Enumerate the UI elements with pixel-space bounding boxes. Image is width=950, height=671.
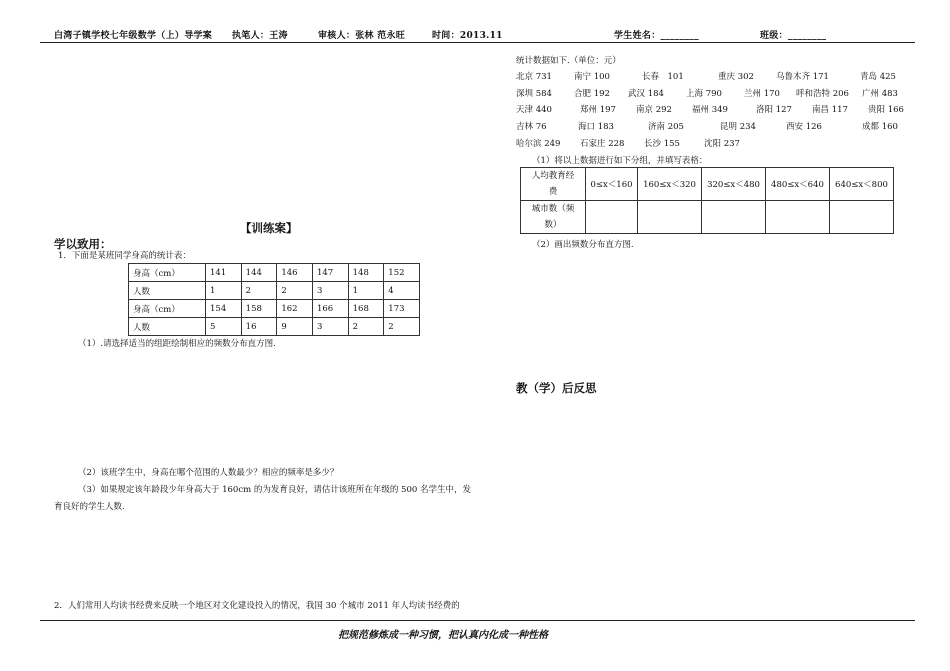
table-cell: 5 [206, 318, 242, 336]
table-cell: 1 [348, 282, 384, 300]
header-author: 执笔人：王涛 [232, 31, 288, 41]
range-cell: 320≤x＜480 [702, 168, 766, 201]
city-entry: 沈阳 237 [704, 139, 740, 149]
city-entry: 南昌 117 [812, 105, 848, 115]
table-cell: 人数 [129, 318, 206, 336]
answer-cell[interactable] [702, 201, 766, 234]
header-reviewers: 审核人：张林 范永旺 [318, 31, 406, 41]
city-entry: 呼和浩特 206 [796, 89, 849, 99]
q1-part1: （1）.请选择适当的组距绘制相应的频数分布直方图. [78, 339, 276, 349]
table-cell: 148 [348, 264, 384, 282]
city-entry: 广州 483 [862, 89, 898, 99]
table-row [129, 318, 420, 336]
city-entry: 福州 349 [692, 105, 728, 115]
q1-part2: （2）该班学生中，身高在哪个范围的人数最少？相应的频率是多少？ [78, 468, 339, 478]
city-entry: 长春 101 [642, 72, 684, 82]
header-class: 班级：________ [760, 31, 827, 41]
city-entry: 吉林 76 [516, 122, 547, 132]
table-head-line: 数） [544, 220, 562, 230]
city-entry: 石家庄 228 [580, 139, 625, 149]
city-entry: 南京 292 [636, 105, 672, 115]
range-cell: 640≤x＜800 [829, 168, 893, 201]
height-table [128, 263, 420, 336]
city-entry: 贵阳 166 [868, 105, 904, 115]
range-cell: 480≤x＜640 [766, 168, 830, 201]
city-entry: 兰州 170 [744, 89, 780, 99]
table-cell: 146 [277, 264, 313, 282]
city-entry: 长沙 155 [644, 139, 680, 149]
range-cell: 160≤x＜320 [638, 168, 702, 201]
table-cell: 2 [241, 282, 277, 300]
table-row [129, 300, 420, 318]
city-entry: 郑州 197 [580, 105, 616, 115]
city-entry: 武汉 184 [628, 89, 664, 99]
city-entry: 海口 183 [578, 122, 614, 132]
footer-rule [40, 620, 915, 621]
city-entry: 济南 205 [648, 122, 684, 132]
city-entry: 合肥 192 [574, 89, 610, 99]
subtitle: 学以致用： [54, 237, 112, 251]
q1-part3-line1: （3）如果规定该年龄段少年身高大于 160cm 的为发育良好，请估计该班所在年级的 500 名学生中，发 [78, 485, 471, 495]
section-title: 【训练案】 [240, 221, 298, 235]
range-cell: 0≤x＜160 [586, 168, 638, 201]
q2-part1: （1）将以上数据进行如下分组，并填写表格： [532, 156, 708, 166]
footer-motto: 把规范修炼成一种习惯，把认真内化成一种性格 [338, 630, 548, 641]
city-entry: 西安 126 [786, 122, 822, 132]
city-entry: 深圳 584 [516, 89, 552, 99]
city-entry: 哈尔滨 249 [516, 139, 561, 149]
table-row [129, 282, 420, 300]
answer-cell[interactable] [829, 201, 893, 234]
table-cell: 144 [241, 264, 277, 282]
header-time: 时间：2013.11 [432, 31, 503, 41]
q1-part3-line2: 育良好的学生人数. [54, 502, 125, 512]
table-cell: 141 [206, 264, 242, 282]
city-entry: 青岛 425 [860, 72, 896, 82]
city-entry: 天津 440 [516, 105, 552, 115]
q2-part2: （2）画出频数分布直方图. [532, 240, 634, 250]
table-cell: 168 [348, 300, 384, 318]
table-cell: 2 [348, 318, 384, 336]
city-entry: 上海 790 [686, 89, 722, 99]
q2-intro: 2．人们常用人均读书经费来反映一个地区对文化建设投入的情况，我国 30 个城市 2011 年人均读书经费的 [54, 601, 460, 611]
table-row [129, 264, 420, 282]
table-cell: 3 [312, 318, 348, 336]
city-entry: 重庆 302 [718, 72, 754, 82]
reflection-title: 教（学）后反思 [516, 381, 597, 395]
header-student-name: 学生姓名：________ [614, 31, 699, 41]
city-entry: 成都 160 [862, 122, 898, 132]
table-cell: 16 [241, 318, 277, 336]
table-cell: 身高（cm） [129, 300, 206, 318]
table-cell: 166 [312, 300, 348, 318]
table-cell: 162 [277, 300, 313, 318]
city-entry: 南宁 100 [574, 72, 610, 82]
table-cell: 身高（cm） [129, 264, 206, 282]
table-cell: 1 [206, 282, 242, 300]
table-cell: 9 [277, 318, 313, 336]
table-cell: 154 [206, 300, 242, 318]
table-head-line: 人均教育经 [531, 171, 575, 181]
city-entry: 洛阳 127 [756, 105, 792, 115]
data-intro: 统计数据如下.（单位：元） [516, 56, 621, 66]
answer-cell[interactable] [766, 201, 830, 234]
table-row [521, 201, 894, 234]
table-cell: 173 [384, 300, 420, 318]
city-entry: 北京 731 [516, 72, 552, 82]
answer-cell[interactable] [638, 201, 702, 234]
table-cell: 2 [384, 318, 420, 336]
table-head-line: 城市数（频 [531, 204, 575, 214]
table-cell: 3 [312, 282, 348, 300]
table-cell: 158 [241, 300, 277, 318]
table-cell: 2 [277, 282, 313, 300]
header-rule [40, 42, 915, 43]
header-school: 白湾子镇学校七年级数学（上）导学案 [54, 31, 213, 41]
table-cell: 152 [384, 264, 420, 282]
q1-intro: 1．下面是某班同学身高的统计表： [58, 251, 191, 261]
table-cell: 4 [384, 282, 420, 300]
city-entry: 乌鲁木齐 171 [776, 72, 829, 82]
city-entry: 昆明 234 [720, 122, 756, 132]
table-cell: 人数 [129, 282, 206, 300]
table-head-cell [521, 168, 586, 201]
answer-cell[interactable] [586, 201, 638, 234]
table-row [521, 168, 894, 201]
table-head-line: 费 [548, 187, 558, 197]
table-cell: 147 [312, 264, 348, 282]
table-head-cell [521, 201, 586, 234]
expense-table [520, 167, 894, 234]
